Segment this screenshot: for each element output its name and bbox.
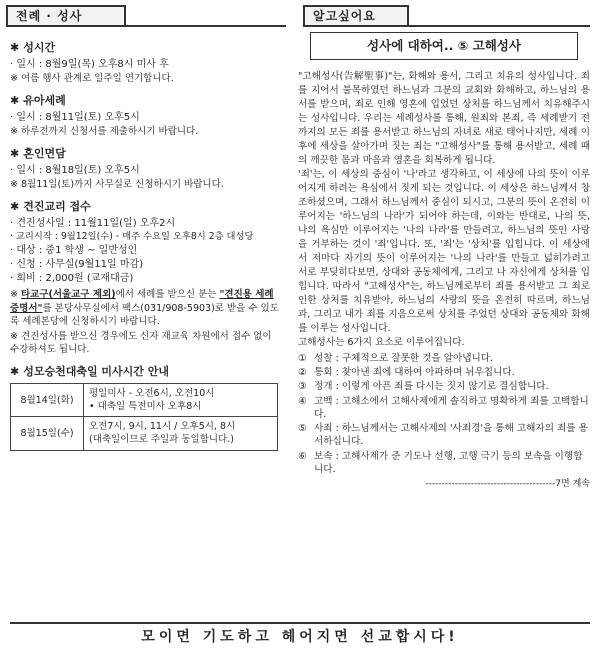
section-title: ✱ 성모승천대축일 미사시간 안내 — [10, 364, 170, 378]
continued-note: ----------------------------------------7면 계속 — [425, 479, 590, 490]
info-line: · 일시 : 8월9일(목) 오후8시 미사 후 — [10, 59, 169, 71]
info-line: · 일시 : 8월11일(토) 오후5시 — [10, 112, 140, 124]
section-holy-hour — [10, 40, 282, 85]
left-column — [10, 32, 282, 451]
list-item: ② 통회 : 찾아낸 죄에 대하여 아파하며 뉘우칩니다. — [298, 367, 515, 379]
list-item: ⑤ 사죄 : 하느님께서는 고해사제의 '사죄경'을 통해 고해자의 죄를 용서하십니다. — [298, 423, 588, 448]
star-icon: ✱ — [10, 41, 20, 54]
table-row — [11, 417, 278, 450]
section-mass-times — [10, 364, 282, 451]
section-title: ✱ 혼인면담 — [10, 147, 66, 161]
right-section-header: 알고싶어요 — [303, 5, 409, 27]
paragraph: 고해성사는 6가지 요소로 이루어집니다. — [298, 337, 465, 348]
right-header-rule — [303, 25, 590, 27]
section-title: ✱ 유아세례 — [10, 94, 66, 108]
date-cell: 8월15일(수) — [11, 417, 84, 450]
star-icon: ✱ — [10, 364, 20, 378]
star-icon: ✱ — [10, 200, 20, 214]
note-line: ※ 하루전까지 신청서를 제출하시기 바랍니다. — [10, 126, 199, 138]
info-line: · 일시 : 8월18일(토) 오후5시 — [10, 165, 140, 177]
paragraph: "고해성사(告解聖事)"는, 화해와 용서, 그리고 치유의 성사입니다. 죄를 지어서 불목하였던 하느님과 그분의 교회와 화해하고, 하느님의 용서를 받으며, 죄로 인해 영혼에 입었던 상처를 하느님께서 치유해주시는 성사입니다. 우리는 세례성사를 통해, 원죄와 본죄, 즉 세례받기 전까지의 모든 죄를 용서받고 하느님의 자녀로 새로 태어나지만, 세례 이후에 세상을 살아가며 짓는 죄는 "고해성사"를 통해 용서받고, 세례 때의 깨끗한 몸과 마음과 영혼을 회복하게 됩니다. — [298, 71, 590, 166]
time-cell: 평일미사 - 오전6시, 오전10시 • 대축일 특전미사 오후8시 — [84, 384, 278, 417]
note-line: ※ 여름 행사 관계로 일주일 연기합니다. — [10, 72, 174, 84]
paragraph: '죄'는, 이 세상의 중심이 '나'라고 생각하고, 이 세상에 나의 뜻이 이루어지게 하려는 욕심에서 짓게 되는 것입니다. 이 세상은 하느님께서 창조하셨으며, 그래서 하느님께서 중심이 되시고, 그분의 뜻이 온전히 이루어지는 '하느님의 나라'가 되어야 하는데, 이와는 반대로, 나의 뜻, 나의 욕심만 이루어지는 '나의 나라'를 만들려고, 하느님의 뜻인 사랑을 거부하는 것이 '죄'입니다. 또, '죄'는 '상처'를 입힙니다. 이 세상에서 저마다 자기의 뜻이 이루어지는 '나의 나라'를 만들고 넓히가려고 서로 부딪히다보면, 상대와 공동체에게, 그리고 나 자신에게 상처를 입힙니다. 따라서 "고해성사"는, 하느님께로부터 죄를 용서받고 그 죄로 인한 상처를 치유받아, 하느님의 사랑의 뜻을 온전히 따르며, 하느님과, 그리고 내가 죄를 지음으로써 상처를 주었던 상대와 공동체와 화해를 이루는 성사입니다. — [298, 169, 590, 334]
list-item: ① 성찰 : 구체적으로 잘못한 것을 알아냅니다. — [298, 353, 494, 364]
footer-rule — [10, 622, 590, 624]
section-title: ✱ 성시간 — [10, 41, 56, 54]
section-marriage-interview — [10, 146, 282, 191]
section-title: ✱ 견진교리 접수 — [10, 200, 91, 214]
emphasis: 타교구(서울교구 제외) — [21, 289, 116, 301]
list-item: ④ 고백 : 고해소에서 고해사제에게 솔직하고 명확하게 죄를 고백합니다. — [298, 395, 589, 420]
confession-steps — [298, 352, 590, 476]
note-line: ※ 견진성사를 받으신 경우에도 신자 재교육 차원에서 접수 없이 수강하셔도 됩니다. — [10, 330, 272, 355]
article-body — [298, 70, 590, 350]
info-line: · 신청 : 사무실(9월11일 마감) — [10, 258, 144, 270]
star-icon: ✱ — [10, 147, 20, 161]
article-title: 성사에 대하여.. ⑤ 고해성사 — [310, 32, 578, 60]
time-cell: 오전7시, 9시, 11시 / 오후5시, 8시 (대축일이므로 주일과 동일합니다.) — [84, 417, 278, 450]
table-row — [11, 384, 278, 417]
left-section-header: 전례 · 성사 — [6, 5, 126, 27]
footer-slogan: 모이면 기도하고 헤어지면 선교합시다! — [141, 629, 459, 645]
section-confirmation — [10, 199, 282, 356]
info-line: · 대상 : 중1 학생 ~ 일반성인 — [10, 245, 138, 257]
info-line: · 교리시작 : 9월12일(수) - 매주 수요일 오후8시 2층 대성당 — [10, 231, 254, 243]
mass-schedule-table — [10, 383, 278, 450]
list-item: ⑥ 보속 : 고해사제가 준 기도나 선행, 고행 극기 등의 보속을 이행합니다. — [298, 450, 583, 475]
info-line: · 견진성사일 : 11월11일(일) 오후2시 — [10, 218, 176, 230]
note-line: ※ 8월11일(토)까지 사무실로 신청하시기 바랍니다. — [10, 179, 224, 191]
info-line: · 회비 : 2,000원 (교재대금) — [10, 272, 134, 284]
list-item: ③ 정개 : 이렇게 아픈 죄를 다시는 짓지 않기로 결심합니다. — [298, 381, 549, 393]
left-header-rule — [6, 25, 286, 27]
note-line: ※ 타교구(서울교구 제외)에서 세례를 받으신 분는 "견진용 세례증명서"를 본당사무실에서 팩스(031/908-5903)로 받을 수 있도록 세례본당에 신청하시기 바랍니다. — [10, 289, 279, 327]
star-icon: ✱ — [10, 94, 20, 108]
section-infant-baptism — [10, 93, 282, 138]
right-column — [298, 32, 590, 491]
date-cell: 8월14일(화) — [11, 384, 84, 417]
emphasis: "견진용 세례증명서" — [10, 289, 274, 314]
